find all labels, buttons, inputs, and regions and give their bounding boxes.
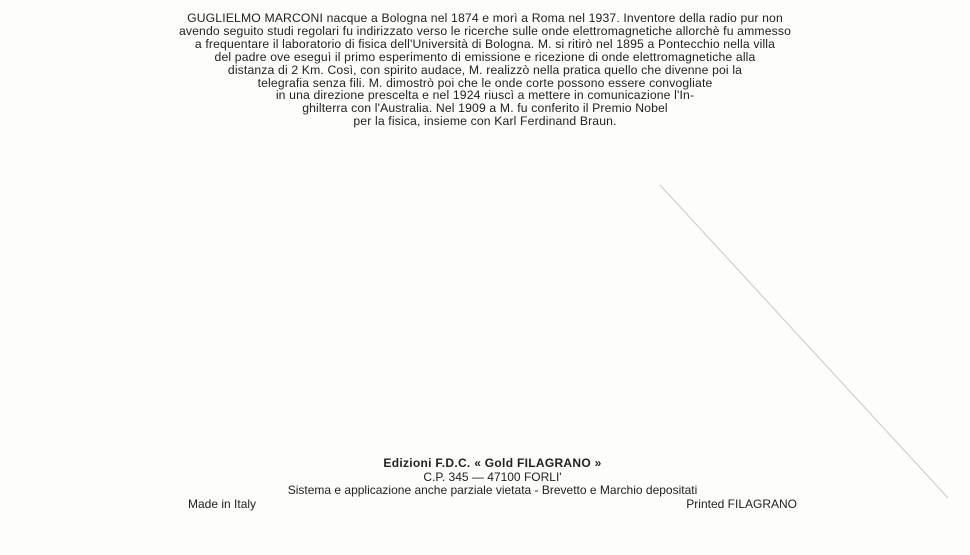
patent-notice: Sistema e applicazione anche parziale vietata - Brevetto e Marchio depositati	[287, 483, 698, 497]
biography-line: avendo seguito studi regolari fu indirizzato verso le ricerche sulle onde elettromagnetiche allorchè fu ammesso	[178, 23, 792, 38]
publisher-imprint	[180, 457, 805, 511]
publisher-title: Edizioni F.D.C. « Gold FILAGRANO »	[383, 456, 602, 470]
publisher-address: C.P. 345 — 47100 FORLI'	[423, 469, 562, 484]
made-in-italy: Made in Italy	[188, 496, 257, 511]
biography-text	[100, 12, 870, 128]
biography-line: GUGLIELMO MARCONI nacque a Bologna nel 1874 e morì a Roma nel 1937. Inventore della radio pur non	[187, 11, 783, 25]
imprint-footer-row	[180, 498, 805, 512]
biography-line: telegrafia senza fili. M. dimostrò poi che le onde corte possono essere convogliate	[257, 75, 713, 90]
biography-line: del padre ove eseguì il primo esperimento di emissione e ricezione di onde elettromagnetiche alla	[214, 49, 756, 64]
biography-line: a frequentare il laboratorio di fisica dell'Università di Bologna. M. si ritirò nel 1895 a Pontecchio nella villa	[194, 36, 776, 51]
printed-by: Printed FILAGRANO	[686, 496, 797, 511]
biography-line: distanza di 2 Km. Così, con spirito audace, M. realizzò nella pratica quello che divenne poi la	[227, 62, 743, 77]
biography-line: per la fisica, insieme con Karl Ferdinand Braun.	[353, 114, 617, 129]
biography-line: ghilterra con l'Australia. Nel 1909 a M. fu conferito il Premio Nobel	[302, 101, 668, 116]
biography-line: in una direzione prescelta e nel 1924 riuscì a mettere in comunicazione l'In-	[275, 88, 695, 103]
